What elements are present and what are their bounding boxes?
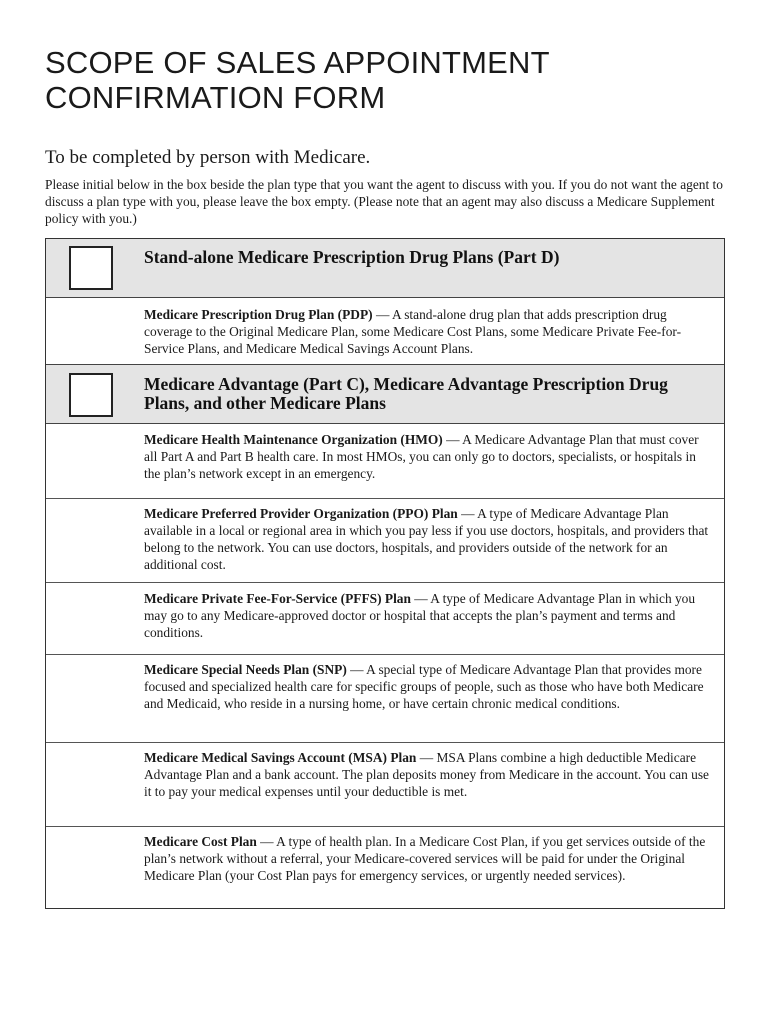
form-subtitle: To be completed by person with Medicare. [45, 147, 371, 168]
plan-name: Medicare Cost Plan [144, 834, 257, 849]
form-instructions: Please initial below in the box beside the plan type that you want the agent to discuss with you. If you do not want the agent to discuss a plan type with you, please leave the box empty. (Please note that an agent may also discuss a Medicare Supplement policy with you.) [45, 177, 723, 226]
section-title-part-c: Medicare Advantage (Part C), Medicare Advantage Prescription Drug Plans, and other Medicare Plans [144, 374, 668, 413]
plan-description [144, 431, 712, 482]
plan-item-snp [46, 654, 724, 742]
plan-item-hmo [46, 424, 724, 498]
title-line-2: CONFIRMATION FORM [45, 80, 386, 115]
section-title-part-d: Stand-alone Medicare Prescription Drug Plans (Part D) [144, 247, 560, 267]
plan-description [144, 661, 712, 712]
plan-text: — A type of Medicare Advantage Plan in which you may go to any Medicare-approved doctor or hospital that accepts the plan’s payment and terms and conditions. [144, 591, 696, 640]
section-header-part-d [46, 239, 724, 298]
plan-description [144, 590, 712, 641]
part-d-initial-box[interactable] [69, 246, 113, 290]
plan-text: — MSA Plans combine a high deductible Medicare Advantage Plan and a bank account. The plan deposits money from Medicare in the account. You can use it to pay your medical expenses until your deductible is met. [144, 750, 709, 799]
plan-item-pffs [46, 582, 724, 654]
plan-name: Medicare Private Fee-For-Service (PFFS) Plan [144, 591, 411, 606]
plan-name: Medicare Preferred Provider Organization (PPO) Plan [144, 506, 458, 521]
plan-description [144, 833, 712, 884]
plan-text: — A Medicare Advantage Plan that must cover all Part A and Part B health care. In most HMOs, you can only go to doctors, specialists, or hospitals in the plan’s network except in an emergency. [144, 432, 699, 481]
plan-text: — A special type of Medicare Advantage Plan that provides more focused and specialized health care for specific groups of people, such as those who have both Medicare and Medicaid, who reside in a nursing home, or have certain chronic medical conditions. [144, 662, 704, 711]
plan-name: Medicare Special Needs Plan (SNP) [144, 662, 347, 677]
part-c-initial-box[interactable] [69, 373, 113, 417]
plan-item-pdp [46, 298, 724, 364]
plan-item-msa [46, 742, 724, 826]
plan-text: — A type of Medicare Advantage Plan available in a local or regional area in which you pay less if you use doctors, hospitals, and providers that belong to the network. You can use doctors, hospitals, and providers outside of the network for an additional cost. [144, 506, 709, 572]
plan-description [144, 306, 712, 357]
plan-description [144, 749, 712, 800]
plan-name: Medicare Medical Savings Account (MSA) Plan [144, 750, 417, 765]
form-title [45, 45, 735, 115]
plan-text: — A stand-alone drug plan that adds prescription drug coverage to the Original Medicare Plan, some Medicare Cost Plans, some Medicare Private Fee-for-Service Plans, and Medicare Medical Savings Account Plans. [144, 307, 682, 356]
plan-name: Medicare Health Maintenance Organization (HMO) [144, 432, 443, 447]
title-line-1: SCOPE OF SALES APPOINTMENT [45, 45, 550, 80]
plan-name: Medicare Prescription Drug Plan (PDP) [144, 307, 373, 322]
plan-item-ppo [46, 498, 724, 582]
plan-item-cost [46, 826, 724, 908]
plan-text: — A type of health plan. In a Medicare Cost Plan, if you get services outside of the plan’s network without a referral, your Medicare-covered services will be paid for under the Original Medicare Plan (your Cost Plan pays for emergency services, or urgently needed services). [144, 834, 706, 883]
plan-types-table [45, 238, 725, 909]
plan-description [144, 505, 712, 573]
section-header-part-c [46, 364, 724, 424]
